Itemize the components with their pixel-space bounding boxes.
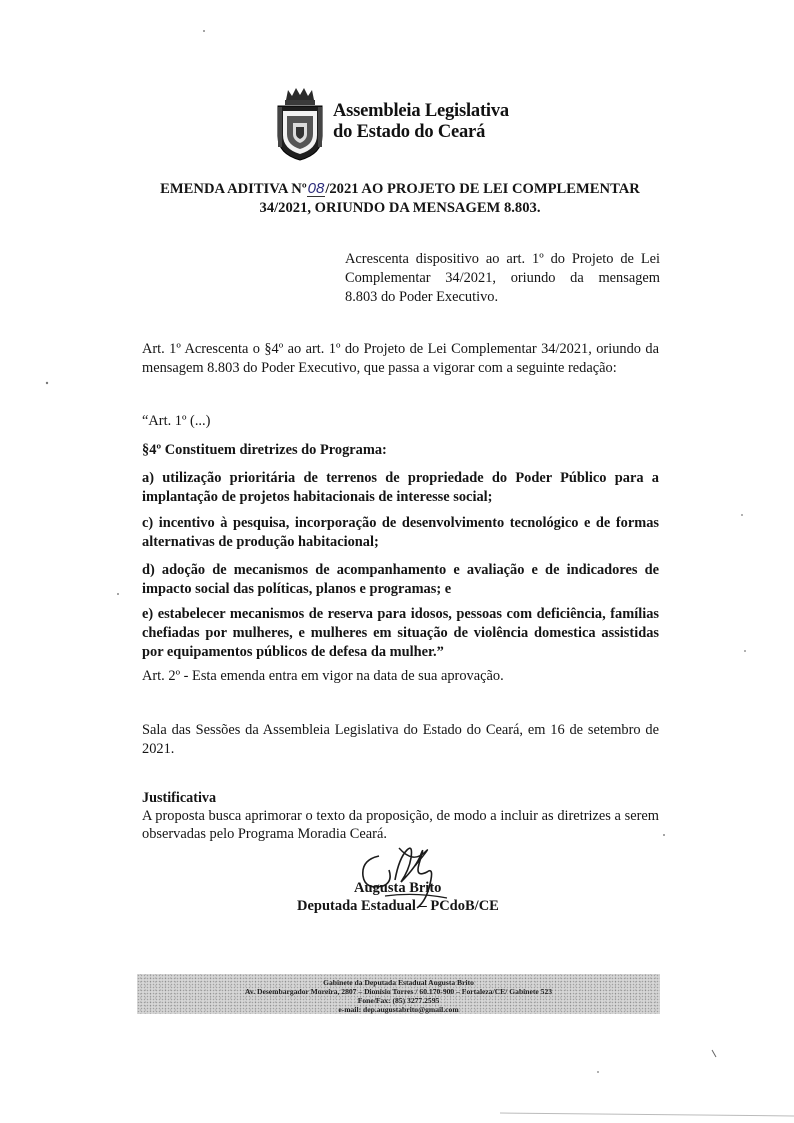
ementa-line2: Complementar 34/2021, oriundo da mensagem [345,270,660,286]
title-prefix: EMENDA ADITIVA Nº [160,181,307,197]
title-suffix: /2021 AO PROJETO DE LEI COMPLEMENTAR [325,181,640,197]
signatory-role: Deputada Estadual – PCdoB/CE [297,898,499,914]
office-footer [137,974,660,1014]
item-c: c) incentivo à pesquisa, incorporação de desenvolvimento tecnológico e de formas alternativas de produção habitacional; [142,515,659,550]
item-a: a) utilização prioritária de terrenos de propriedade do Poder Público para a implantação de projetos habitacionais de interesse social; [142,470,659,505]
justification-text: A proposta busca aprimorar o texto da proposição, de modo a incluir as diretrizes a serem observadas pelo Programa Moradia Ceará. [142,808,659,842]
footer-phone: Fone/Fax: (85) 3277.2595 [357,996,440,1005]
session-place-date: Sala das Sessões da Assembleia Legislativa do Estado do Ceará, em 16 de setembro de 2021. [142,722,659,757]
footer-address: Av. Desembargador Moreira, 2807 – Dionísio Torres / 60.170-900 – Fortaleza/CE/ Gabinete 523 [244,987,553,996]
justification-heading: Justificativa [142,790,217,806]
handwritten-emenda-number: 08 [307,180,325,197]
ementa-line3: 8.803 do Poder Executivo. [345,289,499,305]
article-1-paragraph: Art. 1º Acrescenta o §4º ao art. 1º do Projeto de Lei Complementar 34/2021, oriundo da mensagem 8.803 do Poder Executivo, que passa a vigorar com a seguinte redação: [142,341,659,376]
quote-article-opening: “Art. 1º (...) [142,413,211,429]
ementa-line1: Acrescenta dispositivo ao art. 1º do Projeto de Lei [345,251,660,267]
title-line1 [130,180,670,199]
org-name-line1: Assembleia Legislativa [333,101,509,121]
paragraph-4-title: §4º Constituem diretrizes do Programa: [142,442,387,458]
document-title [130,180,670,218]
organization-name [333,101,509,143]
title-line2: 34/2021, ORIUNDO DA MENSAGEM 8.803. [259,200,541,216]
ementa-summary [345,250,660,307]
item-d: d) adoção de mecanismos de acompanhamento e avaliação e de indicadores de impacto social das políticas, planos e programas; e [142,562,659,597]
org-name-line2: do Estado do Ceará [333,122,486,142]
item-e: e) estabelecer mecanismos de reserva para idosos, pessoas com deficiência, famílias chefiadas por mulheres, e mulheres em situação de violência domestica assistidas por equipamentos públicos de defesa da mulher.” [142,606,659,660]
article-2-paragraph: Art. 2º - Esta emenda entra em vigor na data de sua aprovação. [142,668,504,684]
signatory-name: Augusta Brito [354,880,442,896]
footer-office: Gabinete da Deputada Estadual Augusta Brito [323,978,474,987]
coat-of-arms-logo [274,86,326,162]
footer-email: e-mail: dep.augustabrito@gmail.com [338,1005,459,1014]
